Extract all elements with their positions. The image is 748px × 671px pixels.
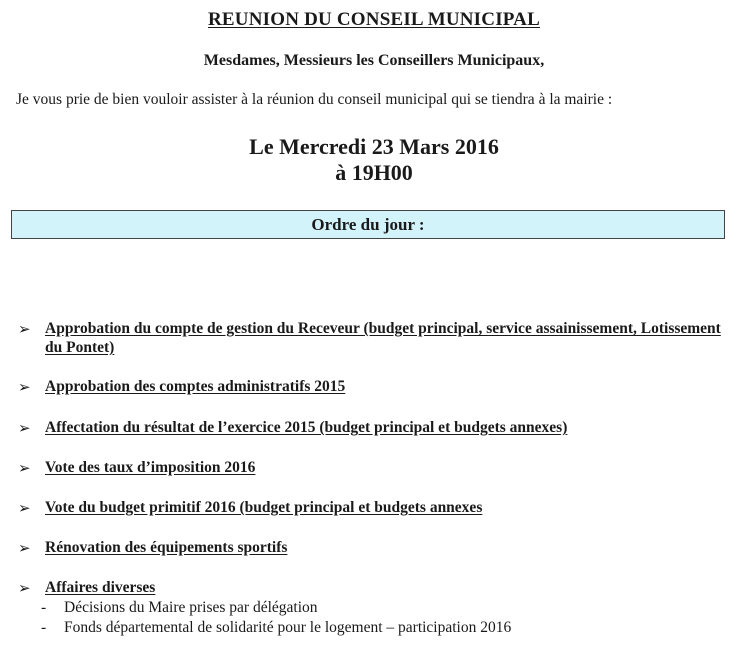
agenda-item-text: Vote du budget primitif 2016 (budget principal et budgets annexes xyxy=(45,499,483,516)
agenda-item xyxy=(18,578,735,597)
dash-bullet: - xyxy=(41,619,47,636)
dash-bullet: - xyxy=(41,599,47,616)
meeting-time: à 19H00 xyxy=(335,160,413,185)
sub-item-text: Décisions du Maire prises par délégation xyxy=(64,599,318,616)
agenda-item-text: Affectation du résultat de l’exercice 2015 (budget principal et budgets annexes) xyxy=(45,419,568,436)
agenda-item xyxy=(18,538,735,557)
agenda-item-text: Vote des taux d’imposition 2016 xyxy=(45,459,256,476)
agenda-item-text: Affaires diverses xyxy=(45,579,156,596)
agenda-header-box xyxy=(11,210,725,239)
document-title: REUNION DU CONSEIL MUNICIPAL xyxy=(208,9,540,30)
arrow-bullet-icon: ➢ xyxy=(18,541,31,557)
arrow-bullet-icon: ➢ xyxy=(18,380,31,396)
sub-item-text: Fonds départemental de solidarité pour le logement – participation 2016 xyxy=(64,619,512,636)
agenda-item-text: Approbation des comptes administratifs 2015 xyxy=(45,378,346,395)
arrow-bullet-icon: ➢ xyxy=(18,461,31,477)
arrow-bullet-icon: ➢ xyxy=(18,501,31,517)
salutation: Mesdames, Messieurs les Conseillers Municipaux, xyxy=(203,52,545,69)
meeting-date: Le Mercredi 23 Mars 2016 xyxy=(249,134,499,159)
agenda-item xyxy=(18,319,735,357)
intro-text: Je vous prie de bien vouloir assister à la réunion du conseil municipal qui se tiendra à la mairie : xyxy=(16,91,613,108)
agenda-item xyxy=(18,458,735,477)
agenda-item-text: Approbation du compte de gestion du Receveur (budget principal, service assainissement, Lotissement du Pontet) xyxy=(45,320,721,356)
arrow-bullet-icon: ➢ xyxy=(18,322,31,338)
arrow-bullet-icon: ➢ xyxy=(18,581,31,597)
agenda-item xyxy=(18,377,735,396)
agenda-item-text: Rénovation des équipements sportifs xyxy=(45,539,288,556)
agenda-title: Ordre du jour : xyxy=(311,215,425,234)
arrow-bullet-icon: ➢ xyxy=(18,421,31,437)
agenda-item xyxy=(18,418,735,437)
agenda-item xyxy=(18,498,735,517)
